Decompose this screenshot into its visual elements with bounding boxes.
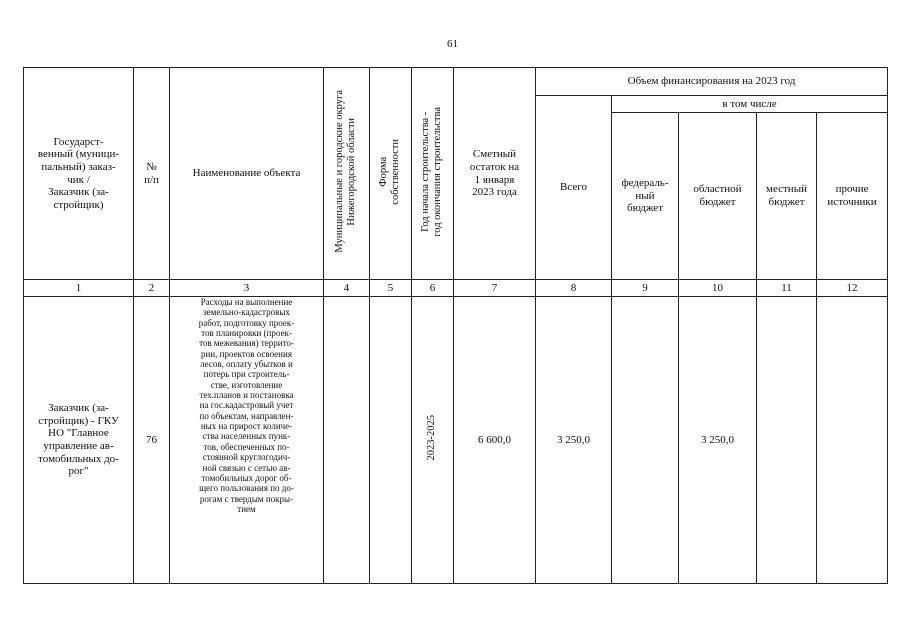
column-number: 7 — [454, 280, 536, 297]
header-other: прочие источники — [817, 113, 888, 280]
header-customer: Государст- венный (муници- пальный) заказ- чик / Заказчик (за- стройщик) — [24, 68, 134, 280]
column-number: 5 — [370, 280, 412, 297]
row-federal — [612, 297, 679, 584]
table-row — [24, 297, 888, 584]
header-years-label: Год начала строительства - год окончания строительства — [420, 106, 444, 237]
row-regional: 3 250,0 — [679, 297, 757, 584]
column-number: 12 — [817, 280, 888, 297]
header-regional: областной бюджет — [679, 113, 757, 280]
row-local — [757, 297, 817, 584]
header-number: № п/п — [134, 68, 170, 280]
header-estimated-balance: Сметный остаток на 1 января 2023 года — [454, 68, 536, 280]
column-number: 10 — [679, 280, 757, 297]
header-financing-volume: Объем финансирования на 2023 год — [536, 68, 888, 96]
header-ownership — [370, 68, 412, 280]
financing-table — [23, 67, 888, 584]
header-total: Всего — [536, 96, 612, 280]
row-estimated-balance: 6 600,0 — [454, 297, 536, 584]
row-object-name: Расходы на выполнение земельно-кадастровых работ, подготовку проек- тов планировки (проек- тов межевания) террито- рии, проектов освоения лесов, оплату убытков и потерь при строитель- стве, изготовление тех.планов и постановка на гос.кадастровый учет по объектам, направлен- ных на прирост количе- ства населенных пунк- тов, обеспеченных по- стоянной круглогодич- ной связью с сетью ав- томобильных дорог об- щего пользования по до- рогам с твердым покры- тием — [170, 297, 324, 584]
header-federal: федераль- ный бюджет — [612, 113, 679, 280]
column-number-row — [24, 280, 888, 297]
header-local: местный бюджет — [757, 113, 817, 280]
column-number: 9 — [612, 280, 679, 297]
row-other — [817, 297, 888, 584]
header-ownership-label: Форма собственности — [378, 138, 402, 205]
column-number: 11 — [757, 280, 817, 297]
column-number: 4 — [324, 280, 370, 297]
row-ownership — [370, 297, 412, 584]
row-municipality — [324, 297, 370, 584]
header-municipality — [324, 68, 370, 280]
column-number: 8 — [536, 280, 612, 297]
page-number: 61 — [447, 38, 458, 50]
header-years — [412, 68, 454, 280]
row-years-value: 2023-2025 — [426, 415, 438, 461]
column-number: 2 — [134, 280, 170, 297]
header-municipality-label: Муниципальные и городские округа Нижегородской области — [334, 90, 358, 253]
column-number: 1 — [24, 280, 134, 297]
header-including: в том числе — [612, 96, 888, 113]
row-years — [412, 297, 454, 584]
header-object-name: Наименование объекта — [170, 68, 324, 280]
column-number: 3 — [170, 280, 324, 297]
row-total: 3 250,0 — [536, 297, 612, 584]
column-number: 6 — [412, 280, 454, 297]
row-number: 76 — [134, 297, 170, 584]
row-customer: Заказчик (за- стройщик) - ГКУ НО "Главное управление ав- томобильных до- рог" — [24, 297, 134, 584]
